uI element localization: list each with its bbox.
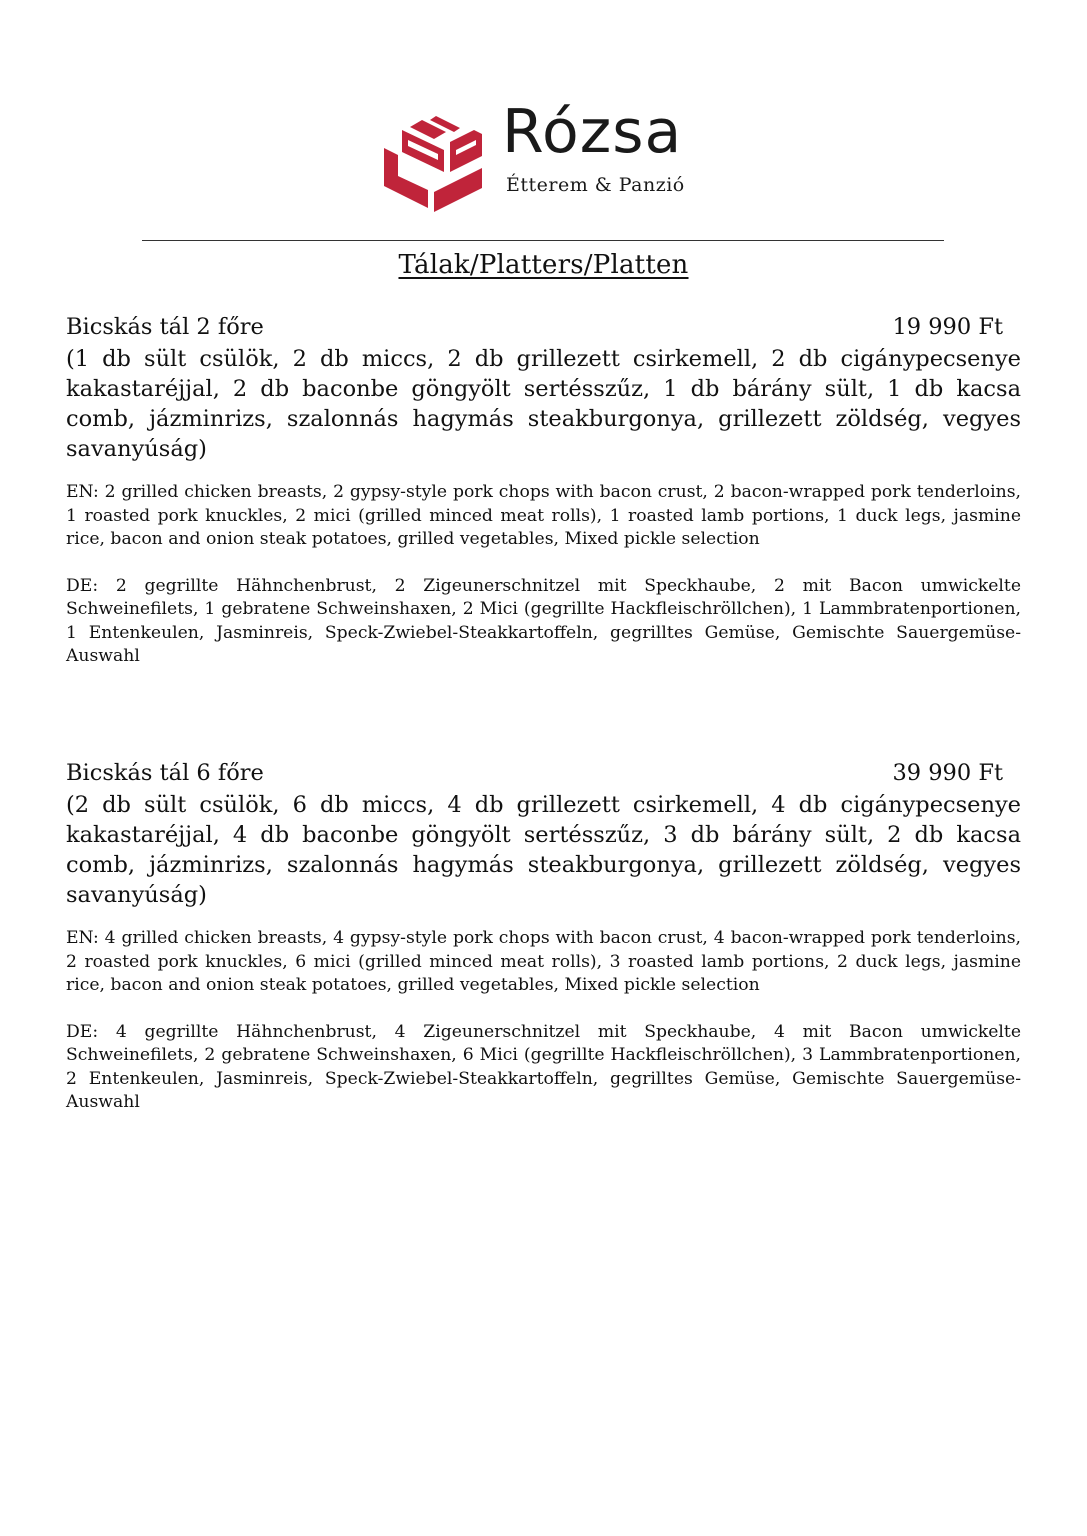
item-price: 39 990 Ft xyxy=(892,760,1003,786)
item-description-hu: (2 db sült csülök, 6 db miccs, 4 db grillezett csirkemell, 4 db cigánypecsenye kakastaréjjal, 4 db baconbe göngyölt sertésszűz, 3 db bárány sült, 2 db kacsa comb, jázminrizs, szalonnás hagymás steakburgonya, grillezett zöldség, vegyes savanyúság) xyxy=(66,792,1021,908)
item-description-en: EN: 4 grilled chicken breasts, 4 gypsy-style pork chops with bacon crust, 4 bacon-wrapped pork tenderloins, 2 roasted pork knuckles, 6 mici (grilled minced meat rolls), 3 roasted lamb portions, 2 duck legs, jasmine rice, bacon and onion steak potatoes, grilled vegetables, Mixed pickle selection xyxy=(66,928,1021,995)
item-description-de: DE: 2 gegrillte Hähnchenbrust, 2 Zigeunerschnitzel mit Speckhaube, 2 mit Bacon umwickelte Schweinefilets, 1 gebratene Schweinshaxen, 2 Mici (gegrillte Hackfleischröllchen), 1 Lammbratenportionen, 1 Entenkeulen, Jasminreis, Speck-Zwiebel-Steakkartoffeln, gegrilltes Gemüse, Gemischte Sauergemüse-Auswahl xyxy=(66,575,1021,666)
brand-subtitle: Étterem & Panzió xyxy=(506,174,685,196)
item-header xyxy=(66,758,1021,790)
item-description-en: EN: 2 grilled chicken breasts, 2 gypsy-style pork chops with bacon crust, 2 bacon-wrapped pork tenderloins, 1 roasted pork knuckles, 2 mici (grilled minced meat rolls), 1 roasted lamb portions, 1 duck legs, jasmine rice, bacon and onion steak potatoes, grilled vegetables, Mixed pickle selection xyxy=(66,482,1021,549)
item-description-de: DE: 4 gegrillte Hähnchenbrust, 4 Zigeunerschnitzel mit Speckhaube, 4 mit Bacon umwickelte Schweinefilets, 2 gebratene Schweinshaxen, 6 Mici (gegrillte Hackfleischröllchen), 3 Lammbratenportionen, 2 Entenkeulen, Jasminreis, Speck-Zwiebel-Steakkartoffeln, gegrilltes Gemüse, Gemischte Sauergemüse-Auswahl xyxy=(66,1021,1021,1112)
item-name: Bicskás tál 2 főre xyxy=(66,314,264,340)
item-header xyxy=(66,312,1021,344)
brand-name: Rózsa xyxy=(502,97,683,167)
restaurant-logo xyxy=(384,97,714,214)
item-price: 19 990 Ft xyxy=(892,314,1003,340)
page-title: Tálak/Platters/Platten xyxy=(398,250,689,280)
menu-item xyxy=(66,758,1021,1115)
menu-item xyxy=(66,312,1021,669)
header-divider xyxy=(142,240,944,241)
item-description-hu: (1 db sült csülök, 2 db miccs, 2 db grillezett csirkemell, 2 db cigánypecsenye kakastaréjjal, 2 db baconbe göngyölt sertésszűz, 1 db bárány sült, 1 db kacsa comb, jázminrizs, szalonnás hagymás steakburgonya, grillezett zöldség, vegyes savanyúság) xyxy=(66,346,1021,462)
item-name: Bicskás tál 6 főre xyxy=(66,760,264,786)
rose-logo-icon xyxy=(384,112,486,212)
